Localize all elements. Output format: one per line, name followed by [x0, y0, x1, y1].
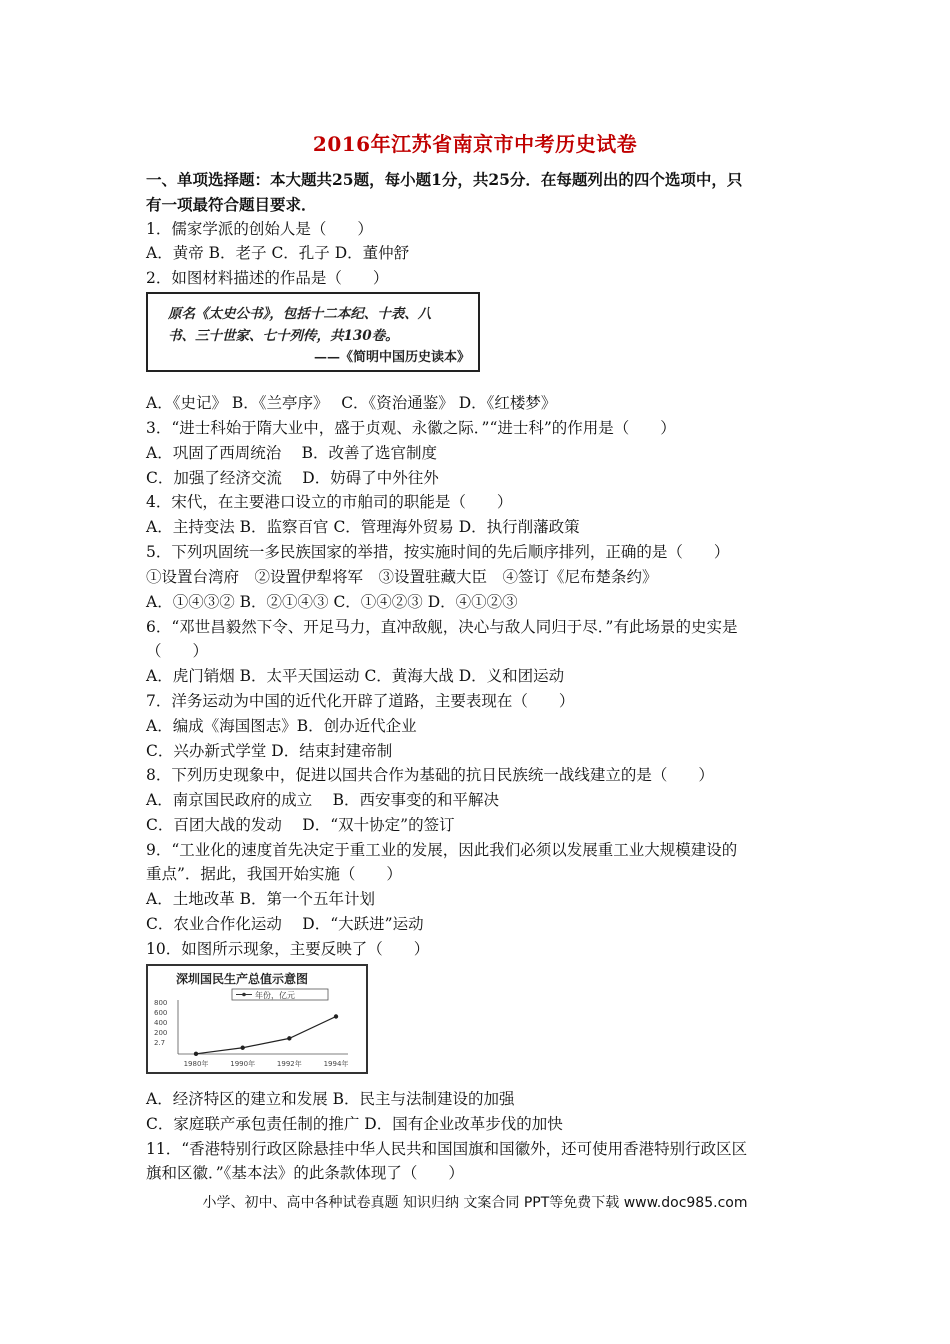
y-tick-label: 800	[154, 999, 168, 1007]
y-tick-label: 2.7	[154, 1039, 166, 1047]
question-11: 11．“香港特别行政区除悬挂中华人民共和国国旗和国徽外，还可使用香港特别行政区区	[146, 1140, 748, 1158]
data-point	[287, 1036, 291, 1040]
question-9-cont: 重点”．据此，我国开始实施（ ）	[146, 865, 402, 883]
page-title: 2016年江苏省南京市中考历史试卷	[312, 132, 638, 156]
options-8a: A．南京国民政府的成立 B．西安事变的和平解决	[146, 791, 500, 809]
question-10: 10．如图所示现象，主要反映了（ ）	[146, 940, 430, 958]
series-line	[196, 1017, 336, 1054]
y-tick-label: 400	[154, 1019, 168, 1027]
question-2: 2．如图材料描述的作品是（ ）	[146, 269, 389, 287]
question-1: 1．儒家学派的创始人是（ ）	[146, 220, 373, 238]
options-9a: A．土地改革 B．第一个五年计划	[146, 890, 376, 908]
quote-line-2: 书、三十世家、七十列传，共130卷。	[168, 328, 399, 344]
x-tick-label: 1980年	[183, 1060, 209, 1068]
question-6: 6．“邓世昌毅然下令、开足马力，直冲敌舰，决心与敌人同归于尽．”有此场景的史实是	[146, 618, 738, 636]
y-tick-label: 200	[154, 1029, 168, 1037]
y-tick-label: 600	[154, 1009, 168, 1017]
options-8b: C．百团大战的发动 D．“双十协定”的签订	[146, 816, 455, 834]
legend-marker	[242, 993, 246, 997]
gdp-chart-box	[146, 964, 368, 1074]
question-5-items: ①设置台湾府 ②设置伊犁将军 ③设置驻藏大臣 ④签订《尼布楚条约》	[146, 568, 658, 586]
question-3: 3．“进士科始于隋大业中，盛于贞观、永徽之际．”“进士科”的作用是（ ）	[146, 419, 676, 437]
section-heading-line2: 有一项最符合题目要求．	[146, 195, 317, 214]
quote-source: ——《简明中国历史读本》	[313, 350, 470, 365]
options-10b: C．家庭联产承包责任制的推广 D．国有企业改革步伐的加快	[146, 1115, 563, 1133]
question-9: 9．“工业化的速度首先决定于重工业的发展，因此我们必须以发展重工业大规模建设的	[146, 841, 738, 859]
quote-line-1: 原名《太史公书》，包括十二本纪、十表、八	[168, 306, 432, 322]
chart-title: 深圳国民生产总值示意图	[176, 972, 309, 986]
footer-text: 小学、初中、高中各种试卷真题 知识归纳 文案合同 PPT等免费下载 www.doc985.com	[202, 1195, 748, 1211]
section-heading-line1: 一、单项选择题：本大题共25题，每小题1分，共25分．在每题列出的四个选项中，只	[146, 170, 743, 189]
x-tick-label: 1990年	[230, 1060, 256, 1068]
x-tick-label: 1992年	[276, 1060, 302, 1068]
data-point	[194, 1052, 198, 1056]
legend-label: 年份，亿元	[255, 991, 295, 1000]
data-point	[334, 1014, 338, 1018]
question-11-cont: 旗和区徽．”《基本法》的此条款体现了（ ）	[146, 1164, 464, 1182]
question-6-cont: （ ）	[146, 642, 209, 660]
options-1: A．黄帝 B．老子 C．孔子 D．董仲舒	[146, 244, 410, 262]
x-tick-label: 1994年	[323, 1060, 349, 1068]
options-3a: A．巩固了西周统治 B．改善了选官制度	[146, 444, 438, 462]
options-7a: A．编成《海国图志》B．创办近代企业	[146, 717, 417, 735]
options-7b: C．兴办新式学堂 D．结束封建帝制	[146, 742, 393, 760]
options-3b: C．加强了经济交流 D．妨碍了中外往外	[146, 469, 439, 487]
gdp-line-chart	[148, 966, 366, 1072]
data-point	[240, 1046, 244, 1050]
options-5: A．①④③② B．②①④③ C．①④②③ D．④①②③	[146, 593, 518, 611]
options-6: A．虎门销烟 B．太平天国运动 C．黄海大战 D．义和团运动	[146, 667, 565, 685]
options-4: A．主持变法 B．监察百官 C．管理海外贸易 D．执行削藩政策	[146, 518, 580, 536]
options-2: A．《史记》 B．《兰亭序》 C．《资治通鉴》 D．《红楼梦》	[146, 394, 557, 412]
options-9b: C．农业合作化运动 D．“大跃进”运动	[146, 915, 424, 933]
question-5: 5．下列巩固统一多民族国家的举措，按实施时间的先后顺序排列，正确的是（ ）	[146, 543, 730, 561]
question-8: 8．下列历史现象中，促进以国共合作为基础的抗日民族统一战线建立的是（ ）	[146, 766, 714, 784]
question-7: 7．洋务运动为中国的近代化开辟了道路，主要表现在（ ）	[146, 692, 575, 710]
options-10a: A．经济特区的建立和发展 B．民主与法制建设的加强	[146, 1090, 515, 1108]
question-4: 4．宋代，在主要港口设立的市舶司的职能是（ ）	[146, 493, 513, 511]
quote-material-box	[146, 292, 480, 372]
